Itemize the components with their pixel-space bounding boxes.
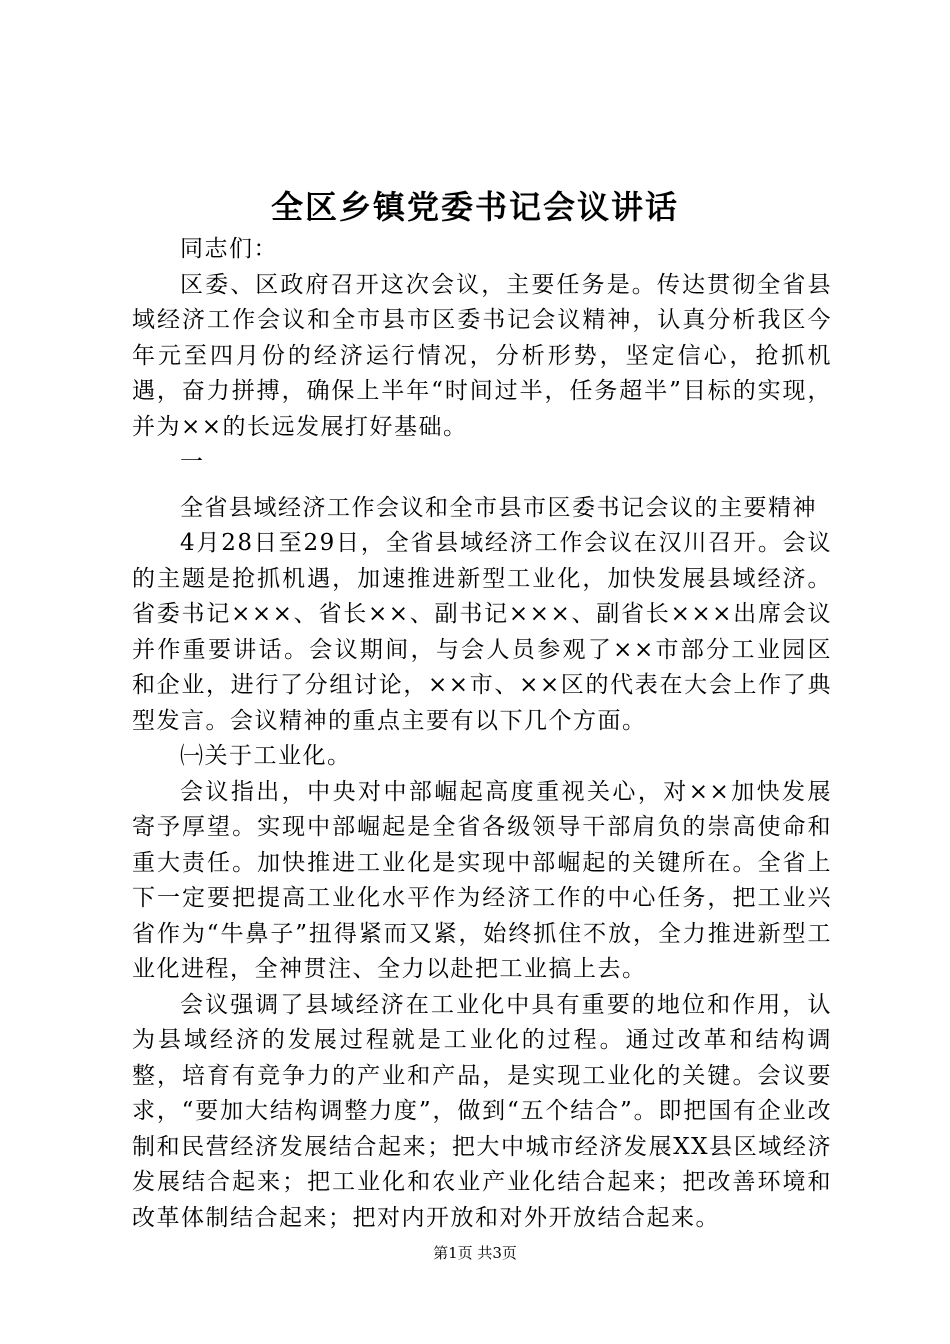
paragraph-industrialization: 会议指出，中央对中部崛起高度重视关心，对××加快发展寄予厚望。实现中部崛起是全省各级领导干部肩负的崇高使命和重大责任。加快推进工业化是实现中部崛起的关键所在。全省上下一定要把提高工业化水平作为经济工作的中心任务，把工业兴省作为“牛鼻子”扭得紧而又紧，始终抓住不放，全力推进新型工业化进程，全神贯注、全力以赴把工业搞上去。 bbox=[132, 778, 832, 982]
salutation: 同志们： bbox=[180, 236, 278, 262]
document-body bbox=[132, 232, 832, 1236]
paragraph-intro: 区委、区政府召开这次会议，主要任务是。传达贯彻全省县域经济工作会议和全市县市区委书记会议精神，认真分析我区今年元至四月份的经济运行情况，分析形势，坚定信心，抢抓机遇，奋力拼搏，确保上半年“时间过半，任务超半”目标的实现，并为××的长远发展打好基础。 bbox=[132, 271, 832, 440]
section-number-one: 一 bbox=[180, 449, 205, 475]
document-title: 全区乡镇党委书记会议讲话 bbox=[270, 188, 679, 226]
paragraph-meeting: 4月28日至29日，全省县域经济工作会议在汉川召开。会议的主题是抢抓机遇，加速推进新型工业化，加快发展县域经济。省委书记×××、省长××、副书记×××、副省长×××出席会议并作重要讲话。会议期间，与会人员参观了××市部分工业园区和企业，进行了分组讨论，××市、××区的代表在大会上作了典型发言。会议精神的重点主要有以下几个方面。 bbox=[132, 530, 832, 734]
section-heading: 全省县域经济工作会议和全市县市区委书记会议的主要精神 bbox=[180, 494, 817, 521]
paragraph-county-economy: 会议强调了县域经济在工业化中具有重要的地位和作用，认为县域经济的发展过程就是工业化的过程。通过改革和结构调整，培育有竞争力的产业和产品，是实现工业化的关键。会议要求，“要加大结构调整力度”，做到“五个结合”。即把国有企业改制和民营经济发展结合起来；把大中城市经济发展XX县区域经济发展结合起来；把工业化和农业产业化结合起来；把改善环境和改革体制结合起来；把对内开放和对外开放结合起来。 bbox=[132, 991, 832, 1231]
subsection-heading: ㈠关于工业化。 bbox=[180, 743, 352, 769]
page-number: 第1页 共3页 bbox=[433, 1244, 517, 1262]
